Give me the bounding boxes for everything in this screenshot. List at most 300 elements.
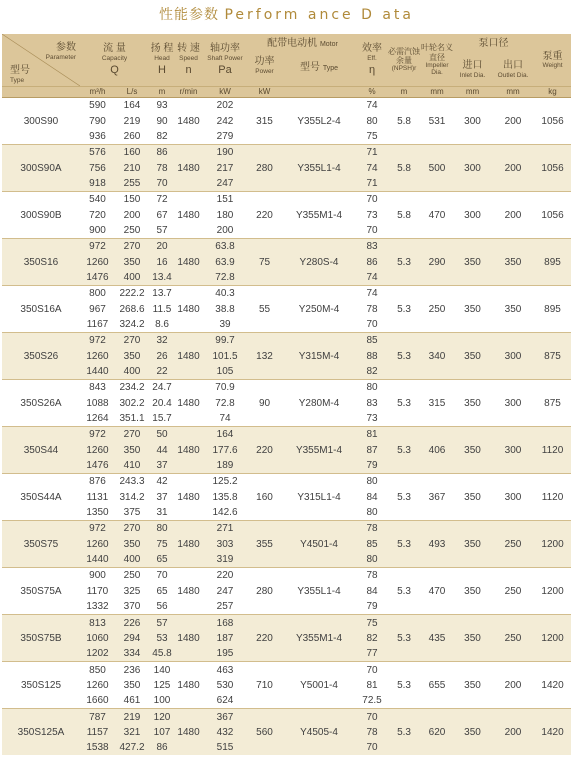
cell-inlet: 350 [453, 662, 492, 709]
cell-shaft-power: 463 [202, 662, 248, 678]
cell-outlet: 350 [492, 286, 534, 333]
cell-capacity-ls: 314.2 [115, 490, 149, 505]
cell-head: 90 [149, 113, 175, 128]
cell-speed: 1480 [175, 521, 202, 568]
cell-efficiency: 86 [357, 254, 387, 269]
cell-outlet: 200 [492, 662, 534, 709]
cell-shaft-power: 74 [202, 411, 248, 427]
cell-head: 120 [149, 709, 175, 725]
header-weight: 泵重 Weight [534, 34, 571, 87]
cell-head: 53 [149, 631, 175, 646]
header-shaft-power: 轴功率 Shaft Power Pa [202, 34, 248, 87]
cell-shaft-power: 257 [202, 599, 248, 615]
cell-motor-power: 220 [248, 615, 281, 662]
cell-motor-power: 355 [248, 521, 281, 568]
cell-motor-type: Y250M-4 [281, 286, 357, 333]
cell-weight: 875 [534, 380, 571, 427]
table-row [2, 521, 571, 537]
table-row [2, 474, 571, 490]
cell-npsh: 5.8 [387, 145, 421, 192]
cell-capacity-m3h: 576 [80, 145, 115, 161]
cell-speed: 1480 [175, 615, 202, 662]
cell-impeller: 315 [421, 380, 453, 427]
cell-motor-power: 560 [248, 709, 281, 756]
cell-shaft-power: 279 [202, 129, 248, 145]
header-outlet: 泵口径 进口 Inlet Dia. 出口 Outlet Dia. [453, 34, 534, 87]
cell-type: 350S44A [2, 474, 80, 521]
cell-shaft-power: 177.6 [202, 443, 248, 458]
cell-speed: 1480 [175, 286, 202, 333]
cell-type: 350S75A [2, 568, 80, 615]
cell-weight: 1056 [534, 145, 571, 192]
cell-efficiency: 85 [357, 537, 387, 552]
cell-shaft-power: 38.8 [202, 301, 248, 316]
table-row [2, 239, 571, 255]
cell-efficiency: 82 [357, 631, 387, 646]
cell-motor-power: 160 [248, 474, 281, 521]
cell-motor-type: Y355L1-4 [281, 568, 357, 615]
table-row [2, 145, 571, 161]
cell-capacity-m3h: 972 [80, 239, 115, 255]
cell-efficiency: 73 [357, 411, 387, 427]
cell-speed: 1480 [175, 474, 202, 521]
header-speed: 转 速 Speed n [175, 34, 202, 87]
table-row [2, 192, 571, 208]
cell-capacity-ls: 410 [115, 458, 149, 474]
cell-head: 50 [149, 427, 175, 443]
cell-type: 350S16 [2, 239, 80, 286]
cell-motor-power: 710 [248, 662, 281, 709]
cell-type: 300S90B [2, 192, 80, 239]
cell-speed: 1480 [175, 427, 202, 474]
cell-outlet: 300 [492, 474, 534, 521]
cell-outlet: 200 [492, 145, 534, 192]
cell-efficiency: 70 [357, 709, 387, 725]
cell-capacity-ls: 351.1 [115, 411, 149, 427]
cell-capacity-m3h: 900 [80, 223, 115, 239]
cell-capacity-ls: 250 [115, 223, 149, 239]
cell-motor-power: 55 [248, 286, 281, 333]
type-zh: 型号 [10, 65, 30, 77]
cell-npsh: 5.3 [387, 239, 421, 286]
cell-head: 107 [149, 725, 175, 740]
cell-efficiency: 80 [357, 474, 387, 490]
cell-shaft-power: 135.8 [202, 490, 248, 505]
cell-capacity-m3h: 813 [80, 615, 115, 631]
cell-outlet: 200 [492, 709, 534, 756]
cell-weight: 1120 [534, 474, 571, 521]
cell-capacity-ls: 255 [115, 176, 149, 192]
cell-capacity-m3h: 1264 [80, 411, 115, 427]
cell-capacity-m3h: 918 [80, 176, 115, 192]
param-zh: 参数 [56, 42, 76, 53]
cell-shaft-power: 187 [202, 631, 248, 646]
cell-capacity-m3h: 1260 [80, 537, 115, 552]
cell-efficiency: 83 [357, 239, 387, 255]
cell-head: 32 [149, 333, 175, 349]
cell-capacity-m3h: 1060 [80, 631, 115, 646]
cell-capacity-ls: 302.2 [115, 396, 149, 411]
cell-shaft-power: 220 [202, 568, 248, 584]
cell-capacity-ls: 270 [115, 427, 149, 443]
cell-efficiency: 70 [357, 317, 387, 333]
cell-capacity-ls: 427.2 [115, 740, 149, 755]
header-param-type [2, 34, 80, 87]
cell-efficiency: 75 [357, 615, 387, 631]
cell-head: 75 [149, 537, 175, 552]
cell-capacity-ls: 324.2 [115, 317, 149, 333]
cell-head: 44 [149, 443, 175, 458]
cell-efficiency: 80 [357, 552, 387, 568]
cell-capacity-ls: 234.2 [115, 380, 149, 396]
cell-head: 67 [149, 207, 175, 222]
table-body [2, 98, 571, 756]
cell-capacity-m3h: 843 [80, 380, 115, 396]
cell-efficiency: 87 [357, 443, 387, 458]
cell-head: 45.8 [149, 646, 175, 662]
cell-head: 65 [149, 584, 175, 599]
title-zh: 性能参数 [159, 7, 220, 23]
cell-capacity-m3h: 1260 [80, 678, 115, 693]
cell-capacity-m3h: 1476 [80, 270, 115, 286]
cell-shaft-power: 168 [202, 615, 248, 631]
cell-capacity-m3h: 1260 [80, 254, 115, 269]
cell-capacity-m3h: 1088 [80, 396, 115, 411]
cell-efficiency: 81 [357, 678, 387, 693]
cell-capacity-ls: 461 [115, 693, 149, 709]
cell-motor-type: Y315M-4 [281, 333, 357, 380]
cell-head: 86 [149, 740, 175, 755]
cell-inlet: 350 [453, 615, 492, 662]
cell-shaft-power: 99.7 [202, 333, 248, 349]
cell-capacity-m3h: 876 [80, 474, 115, 490]
cell-inlet: 350 [453, 474, 492, 521]
cell-impeller: 406 [421, 427, 453, 474]
table-row [2, 427, 571, 443]
cell-shaft-power: 530 [202, 678, 248, 693]
cell-shaft-power: 63.9 [202, 254, 248, 269]
cell-npsh: 5.3 [387, 427, 421, 474]
cell-head: 86 [149, 145, 175, 161]
cell-inlet: 350 [453, 427, 492, 474]
cell-speed: 1480 [175, 192, 202, 239]
table-row [2, 380, 571, 396]
cell-inlet: 350 [453, 568, 492, 615]
cell-capacity-ls: 294 [115, 631, 149, 646]
cell-shaft-power: 367 [202, 709, 248, 725]
cell-shaft-power: 101.5 [202, 349, 248, 364]
cell-speed: 1480 [175, 662, 202, 709]
type-en: Type [10, 76, 25, 84]
cell-speed: 1480 [175, 333, 202, 380]
cell-type: 350S125 [2, 662, 80, 709]
cell-capacity-ls: 270 [115, 333, 149, 349]
cell-head: 70 [149, 176, 175, 192]
cell-outlet: 250 [492, 521, 534, 568]
cell-motor-type: Y280M-4 [281, 380, 357, 427]
cell-speed: 1480 [175, 239, 202, 286]
cell-shaft-power: 271 [202, 521, 248, 537]
cell-impeller: 655 [421, 662, 453, 709]
cell-impeller: 435 [421, 615, 453, 662]
cell-weight: 875 [534, 333, 571, 380]
cell-impeller: 470 [421, 568, 453, 615]
table-row [2, 709, 571, 725]
cell-capacity-m3h: 967 [80, 301, 115, 316]
cell-impeller: 620 [421, 709, 453, 756]
cell-outlet: 200 [492, 192, 534, 239]
cell-capacity-ls: 219 [115, 709, 149, 725]
cell-head: 72 [149, 192, 175, 208]
cell-motor-power: 90 [248, 380, 281, 427]
cell-npsh: 5.3 [387, 286, 421, 333]
cell-capacity-ls: 210 [115, 160, 149, 175]
cell-head: 20 [149, 239, 175, 255]
cell-npsh: 5.3 [387, 709, 421, 756]
cell-capacity-m3h: 1660 [80, 693, 115, 709]
cell-capacity-ls: 370 [115, 599, 149, 615]
cell-capacity-m3h: 1260 [80, 349, 115, 364]
cell-shaft-power: 151 [202, 192, 248, 208]
table-row [2, 286, 571, 302]
cell-weight: 1420 [534, 709, 571, 756]
cell-efficiency: 78 [357, 521, 387, 537]
cell-head: 26 [149, 349, 175, 364]
header-capacity: 流 量 Capacity Q [80, 34, 149, 87]
cell-head: 13.7 [149, 286, 175, 302]
cell-head: 13.4 [149, 270, 175, 286]
cell-capacity-ls: 350 [115, 443, 149, 458]
cell-efficiency: 73 [357, 207, 387, 222]
cell-capacity-ls: 160 [115, 145, 149, 161]
cell-efficiency: 83 [357, 396, 387, 411]
cell-capacity-ls: 350 [115, 349, 149, 364]
cell-capacity-m3h: 1167 [80, 317, 115, 333]
cell-head: 37 [149, 490, 175, 505]
cell-shaft-power: 63.8 [202, 239, 248, 255]
cell-capacity-ls: 350 [115, 254, 149, 269]
cell-capacity-m3h: 850 [80, 662, 115, 678]
cell-efficiency: 84 [357, 490, 387, 505]
cell-efficiency: 79 [357, 599, 387, 615]
cell-capacity-m3h: 936 [80, 129, 115, 145]
cell-efficiency: 77 [357, 646, 387, 662]
cell-type: 350S125A [2, 709, 80, 756]
cell-head: 82 [149, 129, 175, 145]
cell-capacity-ls: 200 [115, 207, 149, 222]
cell-capacity-m3h: 972 [80, 333, 115, 349]
header-npsh: 必需汽蚀余量 (NPSH)r [387, 34, 421, 87]
cell-efficiency: 70 [357, 223, 387, 239]
cell-npsh: 5.3 [387, 568, 421, 615]
cell-capacity-ls: 150 [115, 192, 149, 208]
cell-shaft-power: 217 [202, 160, 248, 175]
cell-capacity-ls: 400 [115, 364, 149, 380]
cell-outlet: 350 [492, 239, 534, 286]
cell-weight: 895 [534, 239, 571, 286]
cell-efficiency: 74 [357, 286, 387, 302]
cell-efficiency: 72.5 [357, 693, 387, 709]
cell-capacity-ls: 243.3 [115, 474, 149, 490]
cell-impeller: 500 [421, 145, 453, 192]
cell-shaft-power: 624 [202, 693, 248, 709]
cell-capacity-m3h: 540 [80, 192, 115, 208]
cell-capacity-m3h: 790 [80, 113, 115, 128]
cell-npsh: 5.3 [387, 380, 421, 427]
cell-head: 140 [149, 662, 175, 678]
cell-efficiency: 85 [357, 333, 387, 349]
cell-capacity-m3h: 590 [80, 98, 115, 114]
cell-impeller: 367 [421, 474, 453, 521]
cell-npsh: 5.3 [387, 333, 421, 380]
cell-capacity-ls: 400 [115, 552, 149, 568]
cell-efficiency: 74 [357, 160, 387, 175]
cell-head: 42 [149, 474, 175, 490]
cell-speed: 1480 [175, 709, 202, 756]
cell-efficiency: 78 [357, 301, 387, 316]
cell-capacity-ls: 350 [115, 537, 149, 552]
cell-motor-power: 220 [248, 427, 281, 474]
performance-table [2, 34, 571, 755]
cell-outlet: 250 [492, 615, 534, 662]
cell-inlet: 350 [453, 286, 492, 333]
cell-efficiency: 70 [357, 662, 387, 678]
cell-inlet: 300 [453, 145, 492, 192]
cell-capacity-ls: 334 [115, 646, 149, 662]
cell-capacity-ls: 222.2 [115, 286, 149, 302]
cell-inlet: 350 [453, 239, 492, 286]
cell-outlet: 250 [492, 568, 534, 615]
cell-head: 65 [149, 552, 175, 568]
cell-impeller: 340 [421, 333, 453, 380]
cell-efficiency: 81 [357, 427, 387, 443]
cell-shaft-power: 247 [202, 584, 248, 599]
cell-efficiency: 70 [357, 192, 387, 208]
cell-head: 8.6 [149, 317, 175, 333]
cell-shaft-power: 515 [202, 740, 248, 755]
cell-type: 350S26A [2, 380, 80, 427]
cell-capacity-m3h: 756 [80, 160, 115, 175]
cell-capacity-m3h: 1260 [80, 443, 115, 458]
cell-head: 78 [149, 160, 175, 175]
cell-impeller: 250 [421, 286, 453, 333]
cell-head: 80 [149, 521, 175, 537]
cell-weight: 1200 [534, 568, 571, 615]
cell-capacity-m3h: 1440 [80, 364, 115, 380]
title-en: Perform ance D ata [224, 7, 414, 23]
cell-motor-type: Y355L2-4 [281, 98, 357, 145]
cell-impeller: 493 [421, 521, 453, 568]
header-motor: 配带电动机 Motor 功率 Power 型号 Type [248, 34, 357, 87]
cell-capacity-ls: 400 [115, 270, 149, 286]
table-row [2, 662, 571, 678]
cell-impeller: 531 [421, 98, 453, 145]
cell-motor-type: Y4501-4 [281, 521, 357, 568]
cell-type: 350S26 [2, 333, 80, 380]
cell-head: 16 [149, 254, 175, 269]
cell-shaft-power: 189 [202, 458, 248, 474]
cell-motor-power: 75 [248, 239, 281, 286]
cell-head: 56 [149, 599, 175, 615]
cell-motor-type: Y4505-4 [281, 709, 357, 756]
cell-capacity-m3h: 1170 [80, 584, 115, 599]
table-row [2, 568, 571, 584]
cell-head: 20.4 [149, 396, 175, 411]
page-title [0, 4, 573, 28]
cell-inlet: 350 [453, 521, 492, 568]
cell-motor-type: Y315L1-4 [281, 474, 357, 521]
header-impeller: 叶轮名义直径 Impeller Dia. [421, 34, 453, 87]
table-row [2, 615, 571, 631]
cell-motor-power: 315 [248, 98, 281, 145]
cell-motor-power: 220 [248, 192, 281, 239]
cell-shaft-power: 70.9 [202, 380, 248, 396]
cell-type: 350S44 [2, 427, 80, 474]
cell-impeller: 470 [421, 192, 453, 239]
cell-capacity-m3h: 972 [80, 521, 115, 537]
cell-capacity-ls: 250 [115, 568, 149, 584]
param-en: Parameter [45, 53, 76, 61]
cell-impeller: 290 [421, 239, 453, 286]
cell-capacity-m3h: 720 [80, 207, 115, 222]
cell-capacity-m3h: 1476 [80, 458, 115, 474]
cell-motor-type: Y5001-4 [281, 662, 357, 709]
cell-capacity-ls: 350 [115, 678, 149, 693]
cell-outlet: 300 [492, 380, 534, 427]
cell-shaft-power: 164 [202, 427, 248, 443]
cell-head: 37 [149, 458, 175, 474]
cell-weight: 1420 [534, 662, 571, 709]
cell-head: 22 [149, 364, 175, 380]
cell-efficiency: 74 [357, 270, 387, 286]
cell-motor-power: 280 [248, 145, 281, 192]
cell-efficiency: 84 [357, 584, 387, 599]
cell-head: 57 [149, 615, 175, 631]
cell-efficiency: 79 [357, 458, 387, 474]
cell-shaft-power: 247 [202, 176, 248, 192]
cell-shaft-power: 242 [202, 113, 248, 128]
cell-capacity-m3h: 1538 [80, 740, 115, 755]
cell-capacity-ls: 236 [115, 662, 149, 678]
cell-capacity-m3h: 900 [80, 568, 115, 584]
header-head: 扬 程 Head H [149, 34, 175, 87]
cell-efficiency: 80 [357, 380, 387, 396]
cell-type: 350S75B [2, 615, 80, 662]
cell-shaft-power: 180 [202, 207, 248, 222]
cell-efficiency: 74 [357, 98, 387, 114]
table-row [2, 98, 571, 114]
cell-weight: 1056 [534, 98, 571, 145]
cell-capacity-m3h: 1332 [80, 599, 115, 615]
cell-inlet: 350 [453, 709, 492, 756]
cell-weight: 895 [534, 286, 571, 333]
cell-type: 350S75 [2, 521, 80, 568]
cell-motor-type: Y280S-4 [281, 239, 357, 286]
cell-capacity-m3h: 1131 [80, 490, 115, 505]
header-efficiency: 效率 Eff. η [357, 34, 387, 87]
cell-efficiency: 75 [357, 129, 387, 145]
cell-npsh: 5.8 [387, 98, 421, 145]
cell-capacity-m3h: 1157 [80, 725, 115, 740]
cell-capacity-ls: 260 [115, 129, 149, 145]
cell-head: 11.5 [149, 301, 175, 316]
cell-shaft-power: 319 [202, 552, 248, 568]
cell-capacity-ls: 219 [115, 113, 149, 128]
cell-weight: 1200 [534, 615, 571, 662]
cell-capacity-ls: 375 [115, 505, 149, 521]
cell-inlet: 300 [453, 192, 492, 239]
cell-motor-type: Y355M1-4 [281, 192, 357, 239]
